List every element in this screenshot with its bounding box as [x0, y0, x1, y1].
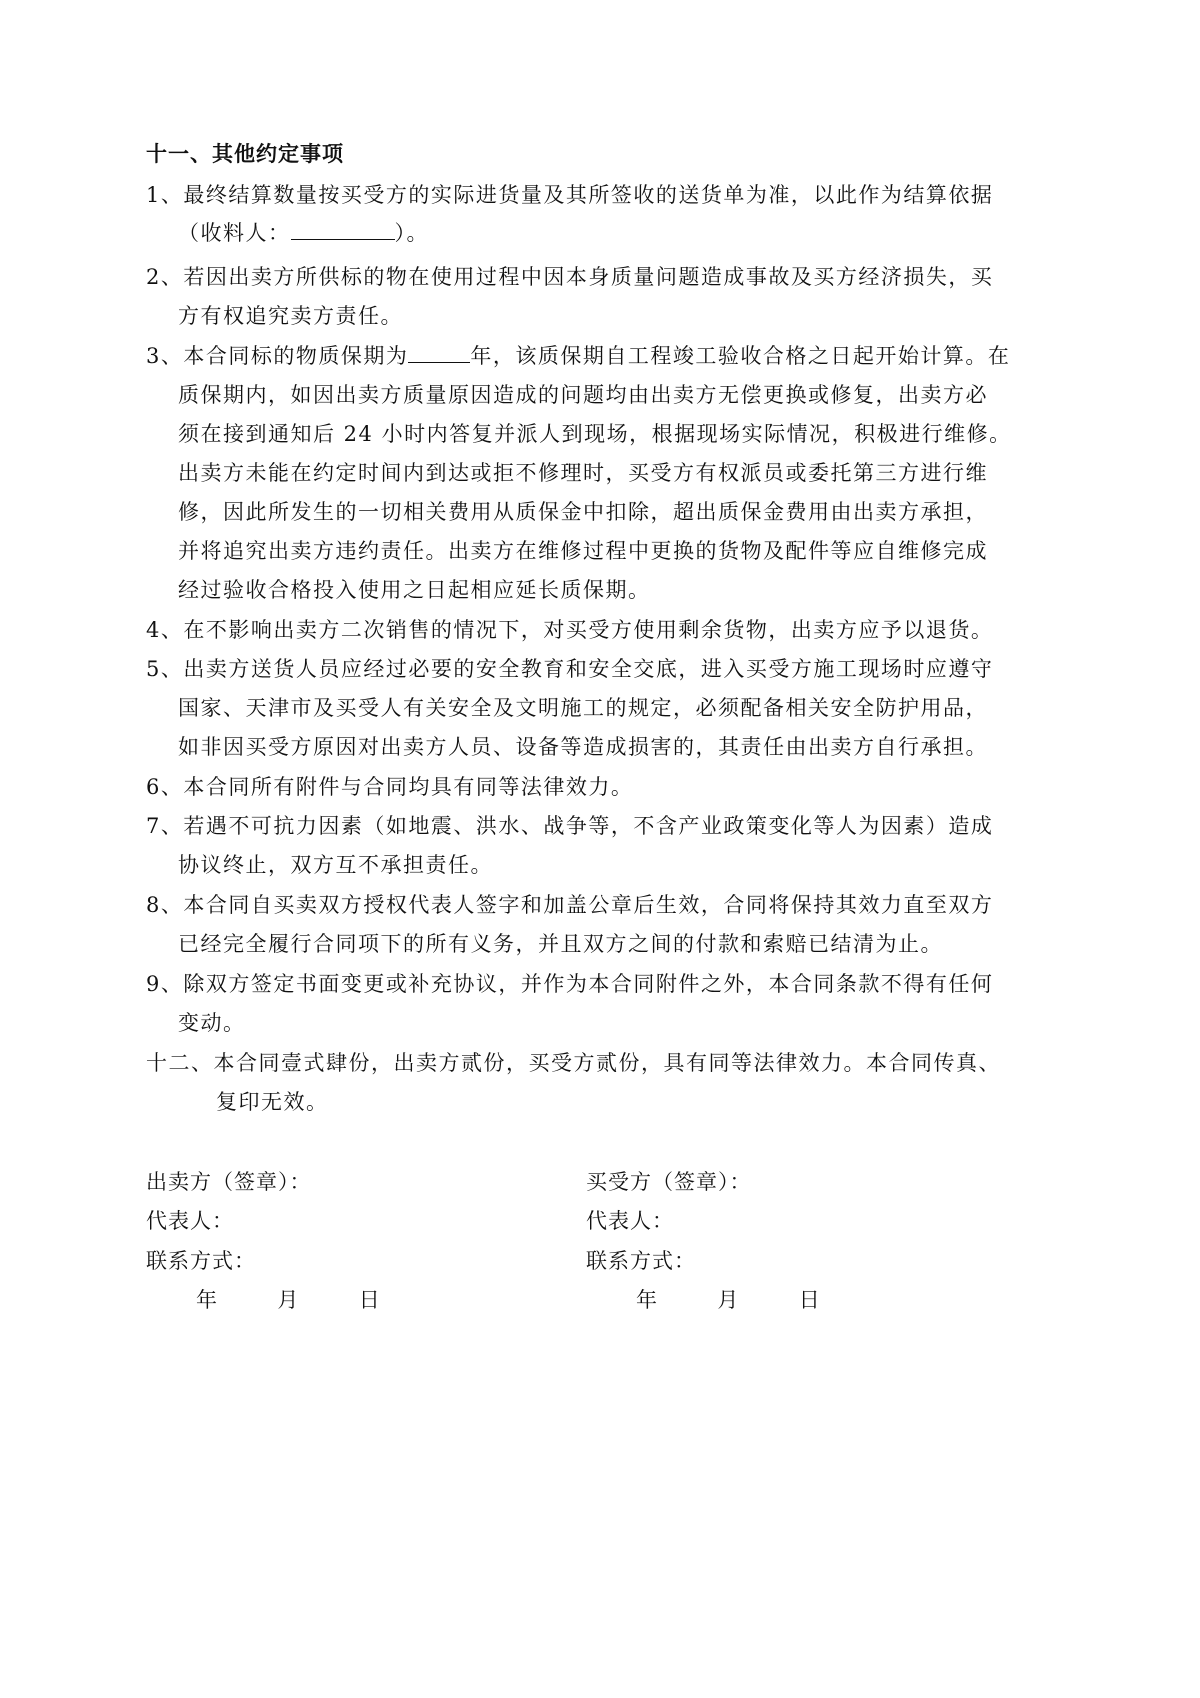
item-3-line-3: 须在接到通知后 24 小时内答复并派人到现场，根据现场实际情况，积极进行维修。 — [178, 422, 1012, 446]
warranty-years-blank — [408, 342, 470, 363]
item-3-line-2: 质保期内，如因出卖方质量原因造成的问题均由出卖方无偿更换或修复，出卖方必 — [178, 383, 988, 407]
seller-date — [196, 1285, 381, 1315]
item-1-line-1: 1、最终结算数量按买受方的实际进货量及其所签收的送货单为准，以此作为结算依据 — [146, 183, 994, 207]
item-1-line-2 — [178, 218, 429, 248]
seller-month-label: 月 — [277, 1288, 300, 1312]
item-5-line-1: 5、出卖方送货人员应经过必要的安全教育和安全交底，进入买受方施工现场时应遵守 — [146, 657, 994, 681]
item-3-line-1 — [146, 341, 1010, 371]
item-3-line-7: 经过验收合格投入使用之日起相应延长质保期。 — [178, 578, 651, 602]
item-9-line-1: 9、除双方签定书面变更或补充协议，并作为本合同附件之外，本合同条款不得有任何 — [146, 972, 994, 996]
item-3-line-6: 并将追究出卖方违约责任。出卖方在维修过程中更换的货物及配件等应自维修完成 — [178, 539, 988, 563]
item-6-line-1: 6、本合同所有附件与合同均具有同等法律效力。 — [146, 775, 634, 799]
item-5-line-3: 如非因买受方原因对出卖方人员、设备等造成损害的，其责任由出卖方自行承担。 — [178, 735, 988, 759]
item-4-line-1: 4、在不影响出卖方二次销售的情况下，对买受方使用剩余货物，出卖方应予以退货。 — [146, 618, 994, 642]
buyer-rep-label: 代表人： — [586, 1209, 674, 1233]
item-3-line-5: 修，因此所发生的一切相关费用从质保金中扣除，超出质保金费用由出卖方承担， — [178, 500, 988, 524]
section-12-line-1: 十二、本合同壹式肆份，出卖方贰份，买受方贰份，具有同等法律效力。本合同传真、 — [146, 1051, 1001, 1075]
item-8-line-1: 8、本合同自买卖双方授权代表人签字和加盖公章后生效，合同将保持其效力直至双方 — [146, 893, 994, 917]
seller-day-label: 日 — [358, 1288, 381, 1312]
item-5-line-2: 国家、天津市及买受人有关安全及文明施工的规定，必须配备相关安全防护用品， — [178, 696, 988, 720]
seller-contact-label: 联系方式： — [146, 1249, 256, 1273]
seller-rep-label: 代表人： — [146, 1209, 234, 1233]
item-3-warranty-rest: 年，该质保期自工程竣工验收合格之日起开始计算。在 — [470, 344, 1011, 368]
item-1-close: ）。 — [394, 221, 429, 245]
buyer-contact-label: 联系方式： — [586, 1249, 696, 1273]
seller-party-label: 出卖方（签章）： — [146, 1170, 312, 1194]
item-3-warranty-label: 3、本合同标的物质保期为 — [146, 344, 409, 368]
buyer-year-label: 年 — [636, 1288, 658, 1312]
item-8-line-2: 已经完全履行合同项下的所有义务，并且双方之间的付款和索赔已结清为止。 — [178, 932, 943, 956]
item-2-line-1: 2、若因出卖方所供标的物在使用过程中因本身质量问题造成事故及买方经济损失，买 — [146, 265, 994, 289]
section-12-line-2: 复印无效。 — [216, 1090, 329, 1114]
buyer-party-label: 买受方（签章）： — [586, 1170, 752, 1194]
item-7-line-1: 7、若遇不可抗力因素（如地震、洪水、战争等，不含产业政策变化等人为因素）造成 — [146, 814, 994, 838]
buyer-month-label: 月 — [717, 1288, 740, 1312]
item-9-line-2: 变动。 — [178, 1011, 246, 1035]
item-1-receiver-label: （收料人： — [178, 221, 291, 245]
section-11-heading: 十一、其他约定事项 — [146, 141, 344, 166]
buyer-day-label: 日 — [798, 1288, 821, 1312]
item-3-line-4: 出卖方未能在约定时间内到达或拒不修理时，买受方有权派员或委托第三方进行维 — [178, 461, 988, 485]
receiver-blank — [291, 219, 395, 240]
item-7-line-2: 协议终止，双方互不承担责任。 — [178, 853, 493, 877]
seller-year-label: 年 — [196, 1288, 218, 1312]
item-2-line-2: 方有权追究卖方责任。 — [178, 304, 403, 328]
buyer-date — [636, 1285, 821, 1315]
